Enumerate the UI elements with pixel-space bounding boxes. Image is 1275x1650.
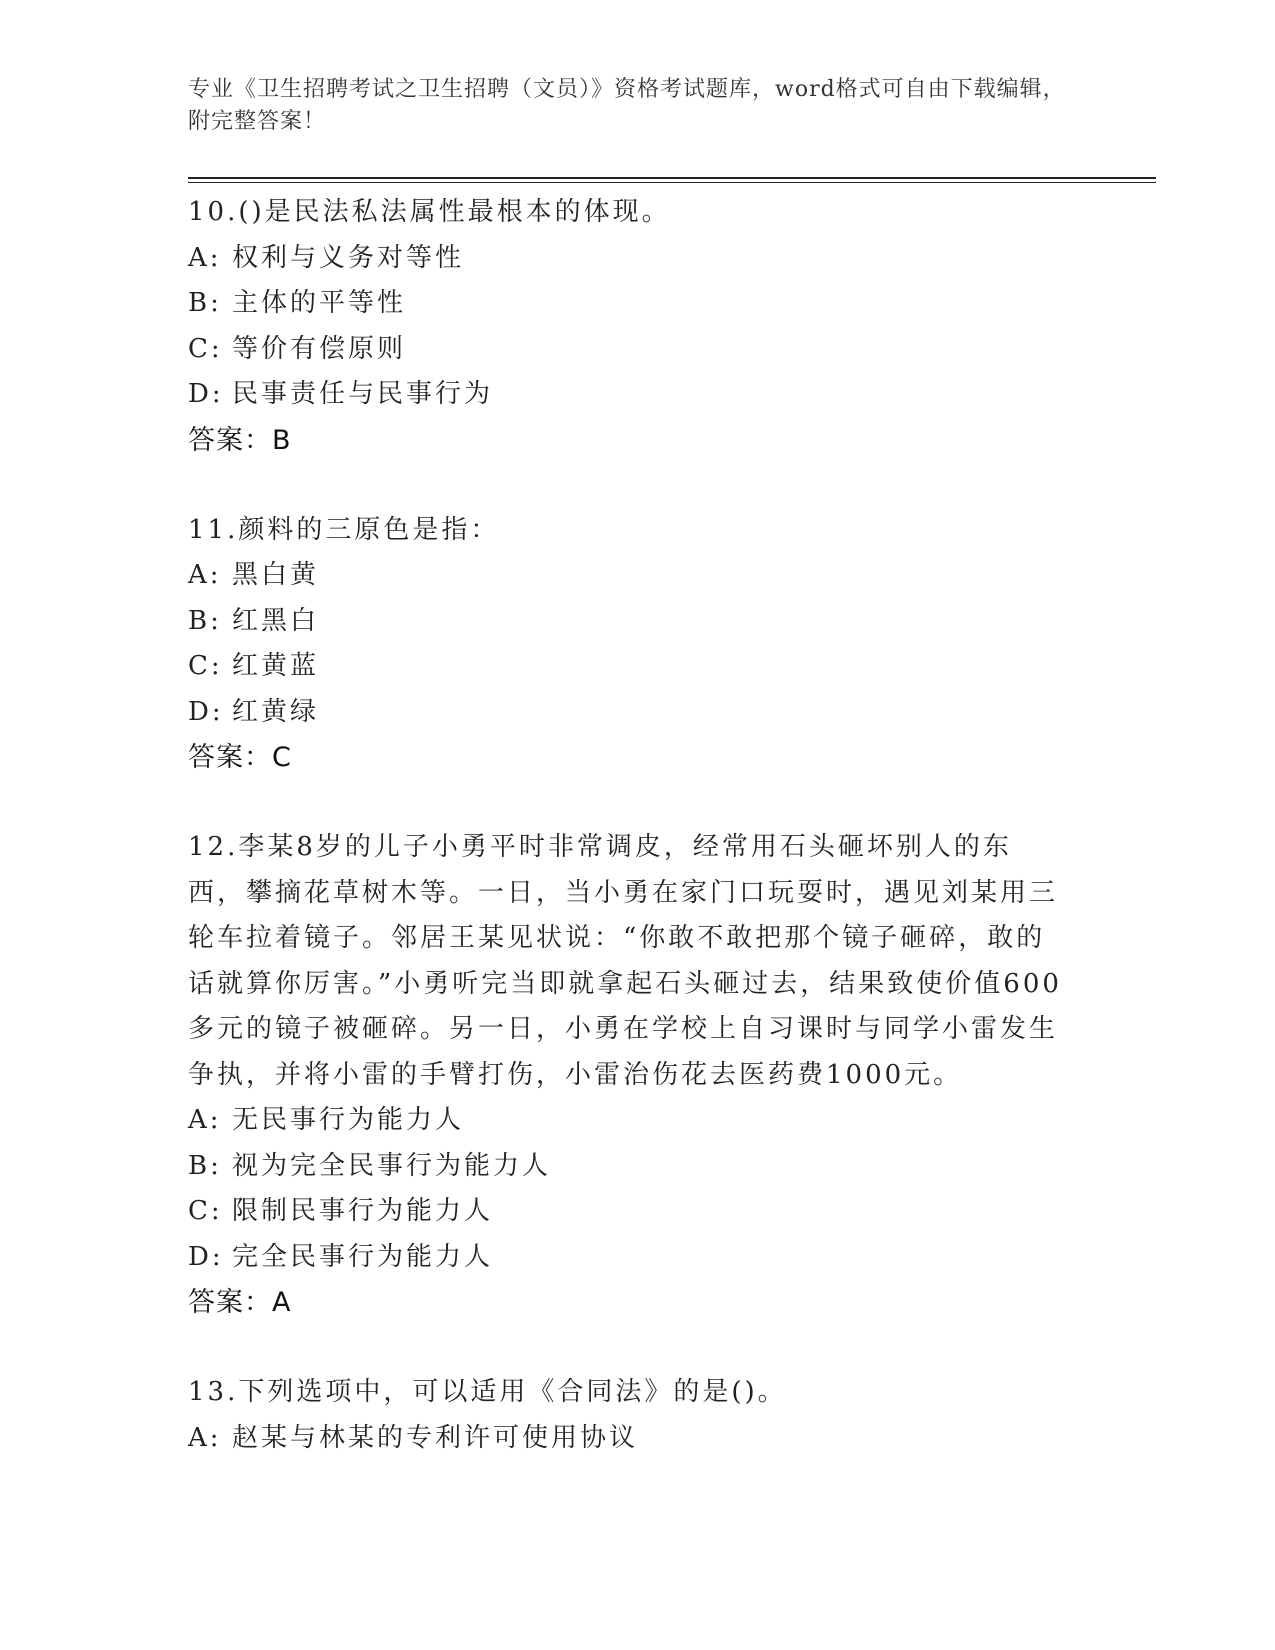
option-text: 红黑白	[232, 605, 320, 636]
option-c	[188, 327, 1068, 373]
option-text: 限制民事行为能力人	[232, 1196, 494, 1226]
option-text: 无民事行为能力人	[232, 1105, 465, 1135]
question-13	[188, 1370, 1068, 1461]
option-text: 等价有偿原则	[232, 333, 407, 364]
question-12	[188, 825, 1068, 1326]
answer-line	[188, 735, 1068, 781]
option-letter: A:	[188, 242, 222, 273]
option-b	[188, 599, 1068, 645]
answer-value: B	[272, 424, 292, 456]
option-letter: B:	[188, 1150, 222, 1181]
option-text: 主体的平等性	[232, 288, 407, 318]
option-letter: A:	[188, 560, 222, 590]
option-text: 视为完全民事行为能力人	[232, 1150, 552, 1181]
header-divider	[188, 177, 1156, 183]
option-letter: D:	[188, 379, 224, 409]
option-letter: C:	[188, 1196, 223, 1226]
option-text: 红黄蓝	[232, 651, 320, 681]
option-a	[188, 553, 1068, 599]
option-letter: D:	[188, 696, 224, 727]
question-list	[188, 190, 1068, 1505]
option-text: 黑白黄	[232, 560, 320, 590]
option-b	[188, 281, 1068, 327]
question-stem: 13.下列选项中，可以适用《合同法》的是()。	[188, 1377, 787, 1407]
option-text: 完全民事行为能力人	[232, 1241, 494, 1272]
option-letter: D:	[188, 1241, 224, 1272]
option-text: 民事责任与民事行为	[232, 379, 494, 409]
question-stem: 12.李某8岁的儿子小勇平时非常调皮，经常用石头砸坏别人的东西，攀摘花草树木等。一日，当小勇在家门口玩耍时，遇见刘某用三轮车拉着镜子。邻居王某见状说：“你敢不敢把那个镜子砸碎，敢的话就算你厉害。”小勇听完当即就拿起石头砸过去，结果致使价值600多元的镜子被砸碎。另一日，小勇在学校上自习课时与同学小雷发生争执，并将小雷的手臂打伤，小雷治伤花去医药费1000元。	[188, 832, 1062, 1090]
option-d	[188, 690, 1068, 736]
answer-label: 答案：	[188, 742, 272, 773]
option-text: 红黄绿	[232, 696, 320, 727]
answer-line	[188, 418, 1068, 464]
option-b	[188, 1144, 1068, 1190]
option-a	[188, 1098, 1068, 1144]
question-11	[188, 508, 1068, 782]
question-stem: 11.颜料的三原色是指：	[188, 514, 500, 545]
option-letter: A:	[188, 1105, 222, 1135]
option-a	[188, 1416, 1068, 1462]
option-c	[188, 644, 1068, 690]
option-letter: B:	[188, 288, 222, 318]
option-d	[188, 1235, 1068, 1281]
answer-label: 答案：	[188, 1287, 272, 1318]
answer-value: C	[272, 742, 292, 773]
option-text: 赵某与林某的专利许可使用协议	[232, 1422, 639, 1453]
option-a	[188, 236, 1068, 282]
question-stem: 10.()是民法私法属性最根本的体现。	[188, 197, 671, 227]
option-letter: A:	[188, 1422, 222, 1453]
answer-line	[188, 1280, 1068, 1326]
option-letter: C:	[188, 651, 223, 681]
option-c	[188, 1189, 1068, 1235]
answer-value: A	[272, 1287, 292, 1318]
document-header: 专业《卫生招聘考试之卫生招聘（文员）》资格考试题库，word格式可自由下载编辑，附完整答案！	[188, 77, 1066, 134]
option-letter: C:	[188, 333, 223, 364]
option-text: 权利与义务对等性	[232, 242, 465, 273]
option-d	[188, 372, 1068, 418]
question-10	[188, 190, 1068, 464]
option-letter: B:	[188, 605, 222, 636]
answer-label: 答案：	[188, 424, 272, 456]
